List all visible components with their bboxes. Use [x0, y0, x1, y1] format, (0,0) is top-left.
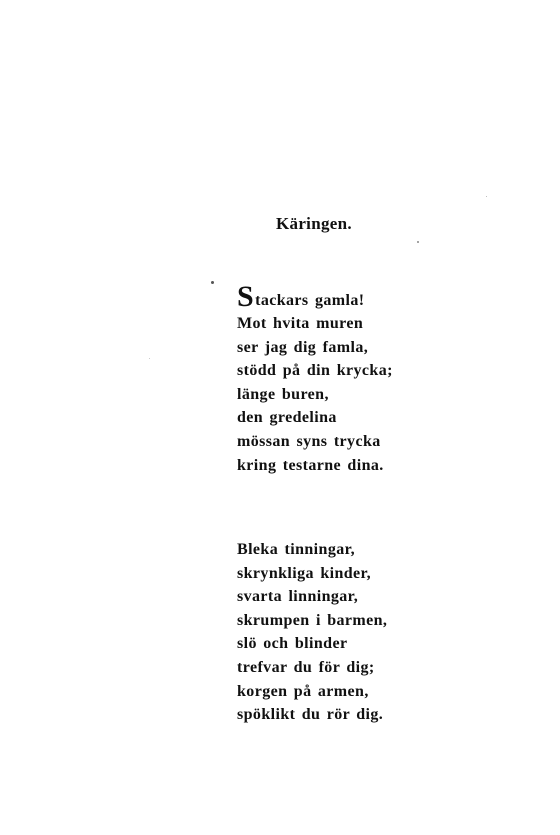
stanza-2-line-8: spöklikt du rör dig.	[237, 706, 384, 724]
stanza-2-line-1: Bleka tinningar,	[237, 541, 356, 558]
stanza-2	[237, 538, 387, 727]
stanza-2-line-2: skrynkliga kinder,	[237, 564, 371, 582]
paper-speck	[211, 281, 214, 284]
paper-speck	[149, 358, 150, 359]
stanza-1-line-3: ser jag dig famla,	[237, 338, 369, 356]
stanza-1	[237, 280, 393, 477]
stanza-2-line-3: svarta linningar,	[237, 588, 359, 606]
stanza-2-line-7: korgen på armen,	[237, 682, 369, 700]
stanza-2-line-6: trefvar du för dig;	[237, 658, 375, 676]
poem-title: Käringen.	[276, 214, 352, 233]
stanza-2-line-5: slö och blinder	[237, 635, 348, 653]
stanza-1-line-1	[237, 280, 393, 312]
paper-speck	[417, 241, 419, 243]
first-line-text: tackars gamla!	[255, 292, 365, 309]
stanza-1-line-4: stödd på din krycka;	[237, 362, 393, 380]
stanza-2-line-4: skrumpen i barmen,	[237, 611, 388, 629]
stanza-1-line-7: mössan syns trycka	[237, 432, 381, 450]
stanza-1-line-6: den gredelina	[237, 409, 337, 427]
stanza-1-line-8: kring testarne dina.	[237, 456, 384, 474]
stanza-1-line-5: länge buren,	[237, 385, 329, 403]
drop-cap: S	[237, 280, 255, 313]
paper-speck	[486, 196, 487, 197]
stanza-1-line-2: Mot hvita muren	[237, 315, 364, 332]
